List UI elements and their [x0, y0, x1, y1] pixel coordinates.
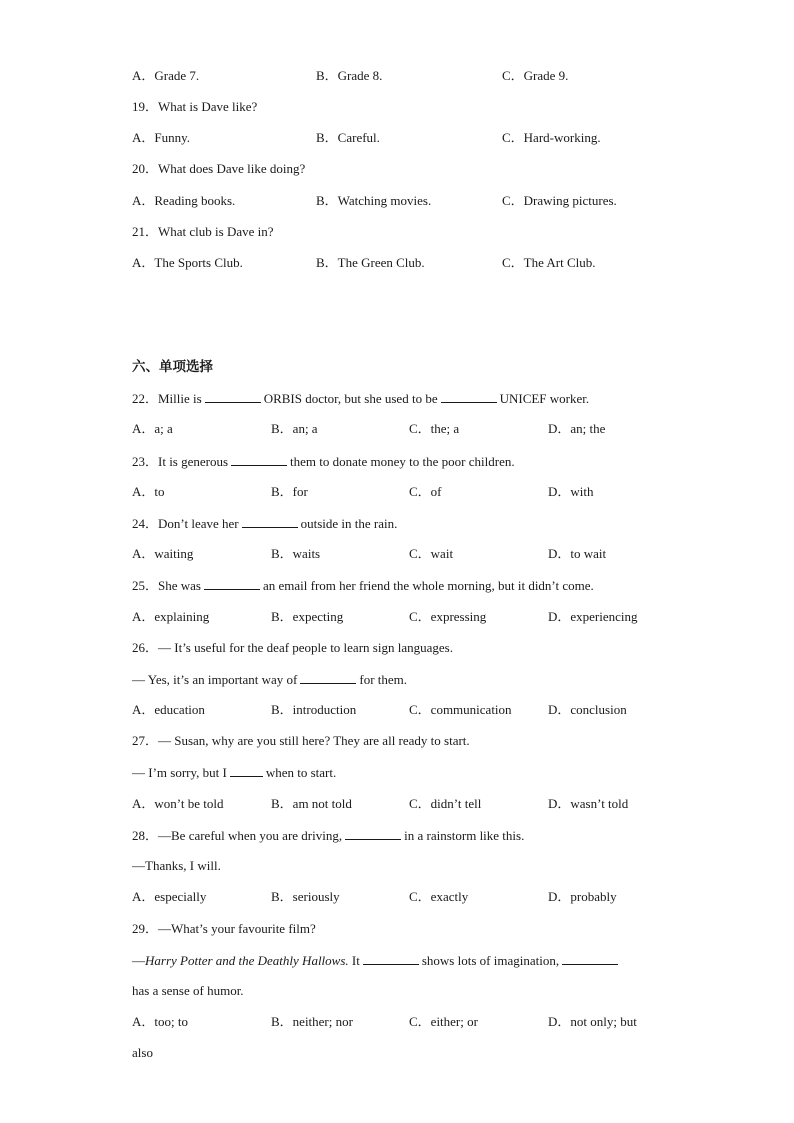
q25-option-b[interactable]: B．expecting — [271, 609, 344, 624]
q19-question: 19．What is Dave like? — [132, 99, 258, 114]
q22-option-b[interactable]: B．an; a — [271, 421, 318, 436]
q20-option-c[interactable]: C．Drawing pictures. — [502, 193, 617, 208]
q27-response — [132, 764, 336, 781]
q28-text-2: in a rainstorm like this. — [404, 828, 525, 843]
q25-question — [132, 577, 594, 594]
q29-option-c[interactable]: C．either; or — [409, 1014, 478, 1029]
q23-question — [132, 453, 515, 470]
q22-blank-2 — [441, 390, 497, 403]
q23-text-1: 23．It is generous — [132, 454, 229, 469]
q24-text-1: 24．Don’t leave her — [132, 516, 239, 531]
q22-text-1: 22．Millie is — [132, 391, 202, 406]
q27-text-1: — I’m sorry, but I — [132, 765, 227, 780]
q26-text-1: — Yes, it’s an important way of — [132, 672, 298, 687]
q26-option-d[interactable]: D．conclusion — [548, 702, 627, 717]
q29-film-title: Harry Potter and the Deathly Hallows. — [145, 953, 349, 968]
q26-question: 26．— It’s useful for the deaf people to learn sign languages. — [132, 640, 453, 655]
q26-option-c[interactable]: C．communication — [409, 702, 512, 717]
q25-text-2: an email from her friend the whole morning, but it didn’t come. — [262, 578, 594, 593]
q23-text-2: them to donate money to the poor children. — [290, 454, 515, 469]
q25-option-d[interactable]: D．experiencing — [548, 609, 638, 624]
q24-question — [132, 515, 397, 532]
q28-option-b[interactable]: B．seriously — [271, 889, 340, 904]
q22-question — [132, 390, 589, 407]
q25-option-c[interactable]: C．expressing — [409, 609, 487, 624]
q27-option-b[interactable]: B．am not told — [271, 796, 352, 811]
q26-text-2: for them. — [359, 672, 408, 687]
q29-option-d-wrap: also — [132, 1045, 153, 1060]
q29-option-a[interactable]: A．too; to — [132, 1014, 188, 1029]
q27-blank — [230, 764, 263, 777]
q27-option-a[interactable]: A．won’t be told — [132, 796, 224, 811]
q27-text-2: when to start. — [265, 765, 337, 780]
q22-option-c[interactable]: C．the; a — [409, 421, 460, 436]
q26-option-a[interactable]: A．education — [132, 702, 205, 717]
q29-response — [132, 952, 621, 969]
q27-option-c[interactable]: C．didn’t tell — [409, 796, 482, 811]
q18-option-c[interactable]: C．Grade 9. — [502, 68, 569, 83]
q19-option-c[interactable]: C．Hard-working. — [502, 130, 601, 145]
q23-option-d[interactable]: D．with — [548, 484, 594, 499]
q24-text-2: outside in the rain. — [300, 516, 398, 531]
q29-dash: — — [132, 953, 145, 968]
q18-option-b[interactable]: B．Grade 8. — [316, 68, 383, 83]
q29-response-cont: has a sense of humor. — [132, 983, 244, 998]
q20-option-b[interactable]: B．Watching movies. — [316, 193, 432, 208]
q18-option-a[interactable]: A．Grade 7. — [132, 68, 200, 83]
q22-option-d[interactable]: D．an; the — [548, 421, 606, 436]
q21-option-c[interactable]: C．The Art Club. — [502, 255, 596, 270]
q29-blank-1 — [363, 952, 419, 965]
q26-blank — [300, 671, 356, 684]
q21-option-a[interactable]: A．The Sports Club. — [132, 255, 243, 270]
q24-option-a[interactable]: A．waiting — [132, 546, 194, 561]
q23-option-a[interactable]: A．to — [132, 484, 165, 499]
q23-option-b[interactable]: B．for — [271, 484, 308, 499]
q24-option-d[interactable]: D．to wait — [548, 546, 607, 561]
q22-text-3: UNICEF worker. — [499, 391, 590, 406]
q25-blank — [204, 577, 260, 590]
q24-blank — [242, 515, 298, 528]
q26-option-b[interactable]: B．introduction — [271, 702, 357, 717]
q22-text-2: ORBIS doctor, but she used to be — [263, 391, 438, 406]
section-heading: 六、单项选择 — [132, 359, 213, 375]
q28-option-a[interactable]: A．especially — [132, 889, 207, 904]
q28-question — [132, 827, 524, 844]
q28-option-d[interactable]: D．probably — [548, 889, 617, 904]
q24-option-b[interactable]: B．waits — [271, 546, 321, 561]
q22-blank-1 — [205, 390, 261, 403]
q29-option-b[interactable]: B．neither; nor — [271, 1014, 353, 1029]
q25-option-a[interactable]: A．explaining — [132, 609, 210, 624]
q20-question: 20．What does Dave like doing? — [132, 161, 306, 176]
q23-option-c[interactable]: C．of — [409, 484, 442, 499]
q29-text-2: shows lots of imagination, — [421, 953, 560, 968]
q29-blank-2 — [562, 952, 618, 965]
q28-blank — [345, 827, 401, 840]
q27-question: 27．— Susan, why are you still here? They are all ready to start. — [132, 733, 470, 748]
q28-response: —Thanks, I will. — [132, 858, 221, 873]
q23-blank — [231, 453, 287, 466]
q21-question: 21．What club is Dave in? — [132, 224, 274, 239]
q25-text-1: 25．She was — [132, 578, 201, 593]
q29-question: 29．—What’s your favourite film? — [132, 921, 316, 936]
q27-option-d[interactable]: D．wasn’t told — [548, 796, 629, 811]
q26-response — [132, 671, 407, 688]
q28-option-c[interactable]: C．exactly — [409, 889, 469, 904]
q21-option-b[interactable]: B．The Green Club. — [316, 255, 425, 270]
q24-option-c[interactable]: C．wait — [409, 546, 454, 561]
q22-option-a[interactable]: A．a; a — [132, 421, 173, 436]
q19-option-b[interactable]: B．Careful. — [316, 130, 380, 145]
q28-text-1: 28．—Be careful when you are driving, — [132, 828, 343, 843]
q29-option-d[interactable]: D．not only; but — [548, 1014, 637, 1029]
q29-text-1: It — [348, 953, 360, 968]
q19-option-a[interactable]: A．Funny. — [132, 130, 191, 145]
q20-option-a[interactable]: A．Reading books. — [132, 193, 236, 208]
